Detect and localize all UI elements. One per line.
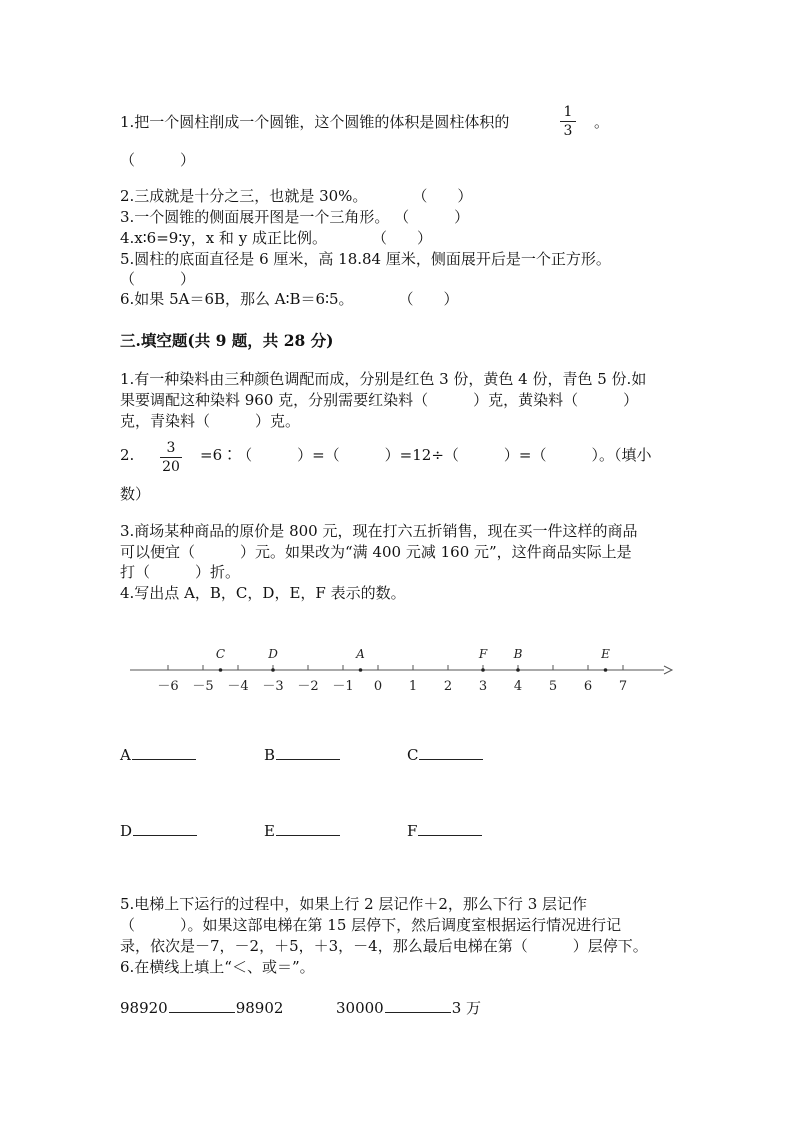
fill-q2-number: 2.: [120, 446, 135, 464]
number-line-arrow: [664, 666, 672, 674]
number-line-point: [359, 668, 363, 672]
number-line-tick-label: 1: [408, 679, 418, 694]
answer-E-blank[interactable]: [276, 821, 340, 836]
fill-q2-line2: 数）: [120, 485, 151, 503]
number-line-tick-label: －2: [297, 679, 319, 694]
number-line-tick-label: －6: [157, 679, 179, 694]
section-heading: 三.填空题(共 9 题，共 28 分): [120, 331, 334, 350]
number-line-tick-label: －1: [332, 679, 354, 694]
fraction-bar: [160, 457, 182, 458]
answer-B-label: B: [264, 746, 276, 764]
number-line-point-label: E: [601, 647, 610, 661]
number-line-point: [516, 668, 520, 672]
tf-q1-answer-paren[interactable]: （ ）: [120, 151, 196, 169]
tf-q1-text: 1.把一个圆柱削成一个圆锥，这个圆锥的体积是圆柱体积的: [120, 113, 510, 131]
compare-2: [336, 998, 481, 1018]
tf-q2: 2.三成就是十分之三，也就是 30%。 （ ）: [120, 187, 473, 205]
answer-A-blank[interactable]: [132, 745, 196, 760]
fraction-denominator: 3: [563, 123, 573, 139]
number-line-tick-label: －4: [227, 679, 249, 694]
fraction-denominator: 20: [162, 459, 180, 475]
number-line-point-label: F: [478, 647, 488, 661]
number-line-tick-label: 2: [443, 679, 453, 694]
answer-F-label: F: [407, 822, 418, 840]
number-line: [0, 630, 794, 700]
fill-q2-rest: =6∶（ ）=（ ）=12÷（ ）=（ ）。（填小: [200, 446, 652, 464]
tf-q3: 3.一个圆锥的侧面展开图是一个三角形。 （ ）: [120, 208, 470, 226]
fill-q5-line2: （ ）。如果这部电梯在第 15 层停下，然后调度室根据运行情况进行记: [120, 916, 622, 934]
answer-C-blank[interactable]: [419, 745, 483, 760]
tf-q5-answer-paren[interactable]: （ ）: [120, 270, 196, 288]
number-line-point-label: A: [356, 647, 365, 661]
answer-E[interactable]: [264, 821, 340, 841]
number-line-tick-label: 4: [513, 679, 523, 694]
fill-q3-line1: 3.商场某种商品的原价是 800 元，现在打六五折销售，现在买一件这样的商品: [120, 522, 638, 540]
tf-q4: 4.x∶6=9∶y，x 和 y 成正比例。 （ ）: [120, 229, 432, 247]
compare-2-right: 3 万: [451, 999, 482, 1017]
tf-q1-fraction: [560, 104, 576, 139]
fill-q3-line3: 打（ ）折。: [120, 563, 241, 581]
number-line-point: [219, 668, 223, 672]
compare-2-left: 30000: [336, 999, 384, 1017]
number-line-point: [271, 668, 275, 672]
number-line-tick-label: 0: [373, 679, 383, 694]
number-line-point-label: B: [513, 647, 523, 661]
answer-D-blank[interactable]: [133, 821, 197, 836]
fill-q3-line2: 可以便宜（ ）元。如果改为“满 400 元减 160 元”，这件商品实际上是: [120, 543, 632, 561]
number-line-tick-label: 6: [583, 679, 593, 694]
fraction-numerator: 3: [166, 440, 176, 456]
answer-F-blank[interactable]: [418, 821, 482, 836]
compare-1-right: 98902: [235, 999, 284, 1017]
answer-A[interactable]: [120, 745, 196, 765]
number-line-point-label: D: [268, 647, 278, 661]
number-line-tick-label: 5: [548, 679, 558, 694]
fill-q5-line3: 录，依次是－7，－2，＋5，＋3，－4，那么最后电梯在第（ ）层停下。: [120, 937, 648, 955]
answer-F[interactable]: [407, 821, 482, 841]
fill-q5-line1: 5.电梯上下运行的过程中，如果上行 2 层记作＋2，那么下行 3 层记作: [120, 895, 588, 913]
fill-q4: 4.写出点 A，B，C，D，E，F 表示的数。: [120, 584, 406, 602]
compare-1: [120, 998, 283, 1018]
tf-q5: 5.圆柱的底面直径是 6 厘米，高 18.84 厘米，侧面展开后是一个正方形。: [120, 250, 611, 268]
answer-A-label: A: [120, 746, 131, 764]
tf-q1-end: 。: [594, 113, 610, 131]
tf-q6: 6.如果 5A＝6B，那么 A∶B＝6∶5。 （ ）: [120, 290, 459, 308]
number-line-tick-label: －5: [192, 679, 214, 694]
fill-q1-line1: 1.有一种染料由三种颜色调配而成，分别是红色 3 份，黄色 4 份，青色 5 份.如: [120, 370, 647, 388]
number-line-tick-label: －3: [262, 679, 284, 694]
answer-D-label: D: [120, 822, 133, 840]
compare-1-left: 98920: [120, 999, 168, 1017]
fill-q1-line3: 克，青染料（ ）克。: [120, 412, 301, 430]
fraction-bar: [560, 121, 576, 122]
answer-B-blank[interactable]: [276, 745, 340, 760]
fill-q2-fraction: [160, 440, 182, 475]
answer-C-label: C: [407, 746, 419, 764]
number-line-tick-label: 3: [478, 679, 488, 694]
fill-q1-line2: 果要调配这种染料 960 克，分别需要红染料（ ）克，黄染料（ ）: [120, 391, 639, 409]
compare-1-blank[interactable]: [169, 998, 235, 1013]
compare-2-blank[interactable]: [385, 998, 451, 1013]
answer-C[interactable]: [407, 745, 483, 765]
fraction-numerator: 1: [563, 104, 573, 120]
fill-q6: 6.在横线上填上“＜、或＝”。: [120, 958, 315, 976]
number-line-point: [604, 668, 608, 672]
answer-D[interactable]: [120, 821, 197, 841]
number-line-point: [481, 668, 485, 672]
number-line-tick-label: 7: [618, 679, 628, 694]
number-line-point-label: C: [215, 647, 226, 661]
answer-B[interactable]: [264, 745, 340, 765]
answer-E-label: E: [264, 822, 275, 840]
